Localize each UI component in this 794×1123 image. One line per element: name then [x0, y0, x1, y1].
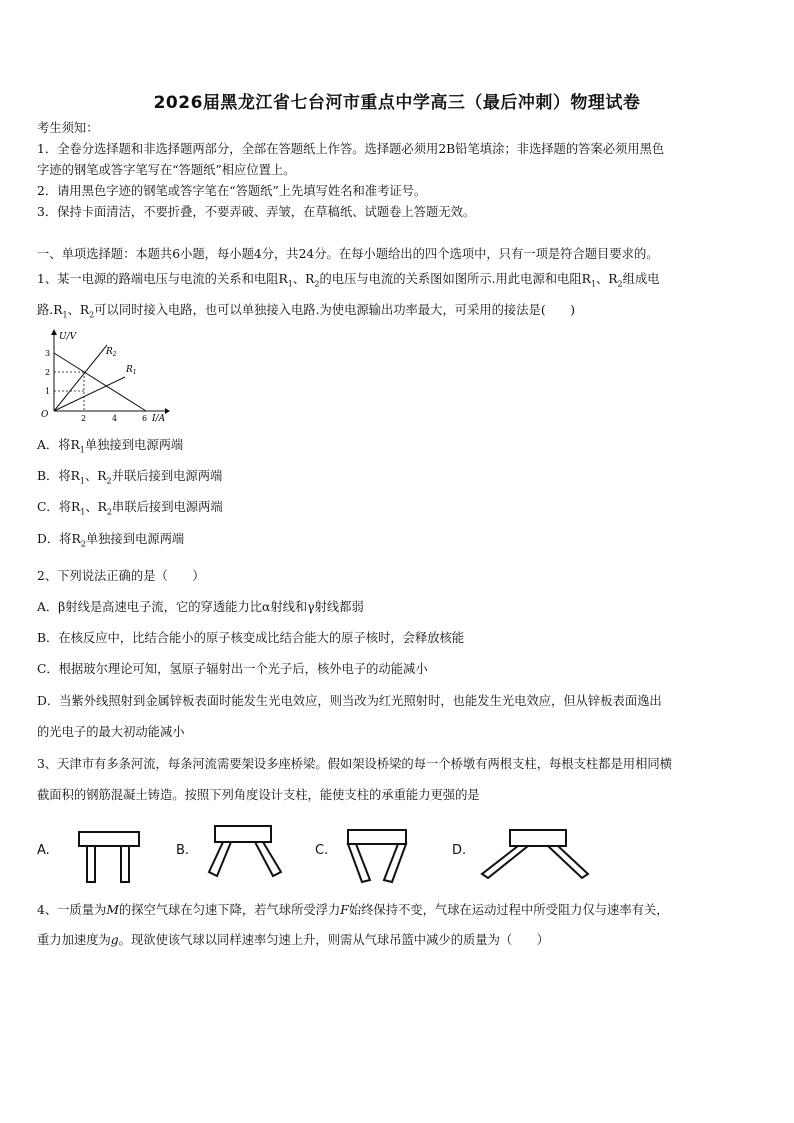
source-line — [54, 353, 146, 411]
y-tick-1: 1 — [45, 387, 51, 396]
r1-label: $R_1$ — [126, 365, 137, 376]
pillar-figure-c — [340, 826, 415, 886]
q2-option-a: A．β射线是高速电子流，它的穿透能力比α射线和γ射线都弱 — [37, 600, 364, 614]
notice-item-3: 3．保持卡面清洁，不要折叠，不要弄破、弄皱，在草稿纸、试题卷上答题无效。 — [37, 205, 476, 219]
y-tick-2: 2 — [45, 368, 51, 377]
q1-stem-line1: 1、某一电源的路端电压与电流的关系和电阻$R_1$、$R_2$的电压与电流的关系图如图所示.用此电源和电阻$R_1$、$R_2$组成电 — [37, 272, 660, 289]
y-tick-3: 3 — [45, 349, 51, 358]
q1-option-d: D．将$R_2$单独接到电源两端 — [37, 532, 185, 549]
page-title: 2026届黑龙江省七台河市重点中学高三（最后冲刺）物理试卷 — [153, 93, 641, 113]
y-axis-label: U/V — [59, 332, 77, 342]
q1-ui-graph — [37, 325, 172, 425]
q3-label-c: C. — [315, 843, 329, 858]
r2-label: $R_2$ — [106, 347, 117, 358]
notice-item-2: 2．请用黑色字迹的钢笔或答字笔在“答题纸”上先填写姓名和准考证号。 — [37, 184, 427, 198]
q1-option-c: C．将$R_1$、$R_2$串联后接到电源两端 — [37, 500, 223, 517]
pillar-figure-b — [205, 822, 285, 882]
x-axis-arrow — [165, 408, 170, 414]
q3-label-a: A. — [37, 843, 50, 858]
notice-item-1: 1．全卷分选择题和非选择题两部分，全部在答题纸上作答。选择题必须用2B铅笔填涂；非选择题的答案必须用黑色 — [37, 142, 665, 156]
q3-label-b: B. — [176, 843, 190, 858]
r1-line — [54, 377, 125, 411]
q2-stem: 2、下列说法正确的是（ ） — [37, 569, 205, 583]
notice-heading: 考生须知： — [37, 121, 99, 135]
q3-label-d: D. — [452, 843, 467, 858]
r2-line — [54, 345, 107, 411]
q2-option-b: B．在核反应中，比结合能小的原子核变成比结合能大的原子核时，会释放核能 — [37, 631, 465, 645]
x-tick-2: 2 — [81, 414, 87, 423]
q1-stem-line2: 路$.R_1$、$R_2$可以同时接入电路，也可以单独接入电路.为使电源输出功率最大，可采用的接法是( ) — [37, 303, 576, 320]
q2-option-c: C．根据玻尔理论可知，氢原子辐射出一个光子后，核外电子的动能减小 — [37, 662, 428, 676]
notice-item-1-cont: 字迹的钢笔或答字笔写在“答题纸”相应位置上。 — [37, 163, 296, 177]
q4-stem-line2: 重力加速度为g。现欲使该气球以同样速率匀速上升，则需从气球吊篮中减少的质量为（ ） — [37, 933, 550, 947]
q1-option-b: B．将$R_1$、$R_2$并联后接到电源两端 — [37, 469, 223, 486]
x-axis-label: I/A — [152, 414, 166, 424]
x-tick-4: 4 — [112, 414, 118, 423]
section-heading: 一、单项选择题：本题共6小题，每小题4分，共24分。在每小题给出的四个选项中，只有一项是符合题目要求的。 — [37, 247, 659, 261]
x-tick-6: 6 — [142, 414, 148, 423]
q2-option-d: D．当紫外线照射到金属锌板表面时能发生光电效应，则当改为红光照射时，也能发生光电效应，但从锌板表面逸出 — [37, 694, 662, 708]
q1-option-a: A．将$R_1$单独接到电源两端 — [37, 438, 184, 455]
pillar-figure-d — [480, 826, 590, 886]
q4-stem-line1: 4、一质量为M的探空气球在匀速下降，若气球所受浮力F始终保持不变，气球在运动过程中所受阻力仅与速率有关， — [37, 903, 669, 917]
pillar-figure-a — [75, 826, 145, 886]
q3-stem-line2: 截面积的钢筋混凝土铸造。按照下列角度设计支柱，能使支柱的承重能力更强的是 — [37, 788, 480, 802]
q2-option-d-cont: 的光电子的最大初动能减小 — [37, 725, 185, 739]
q3-stem-line1: 3、天津市有多条河流，每条河流需要架设多座桥梁。假如架设桥梁的每一个桥墩有两根支柱，每根支柱都是用相同横 — [37, 757, 672, 771]
origin-label: O — [41, 410, 49, 420]
y-axis-arrow — [51, 329, 57, 335]
